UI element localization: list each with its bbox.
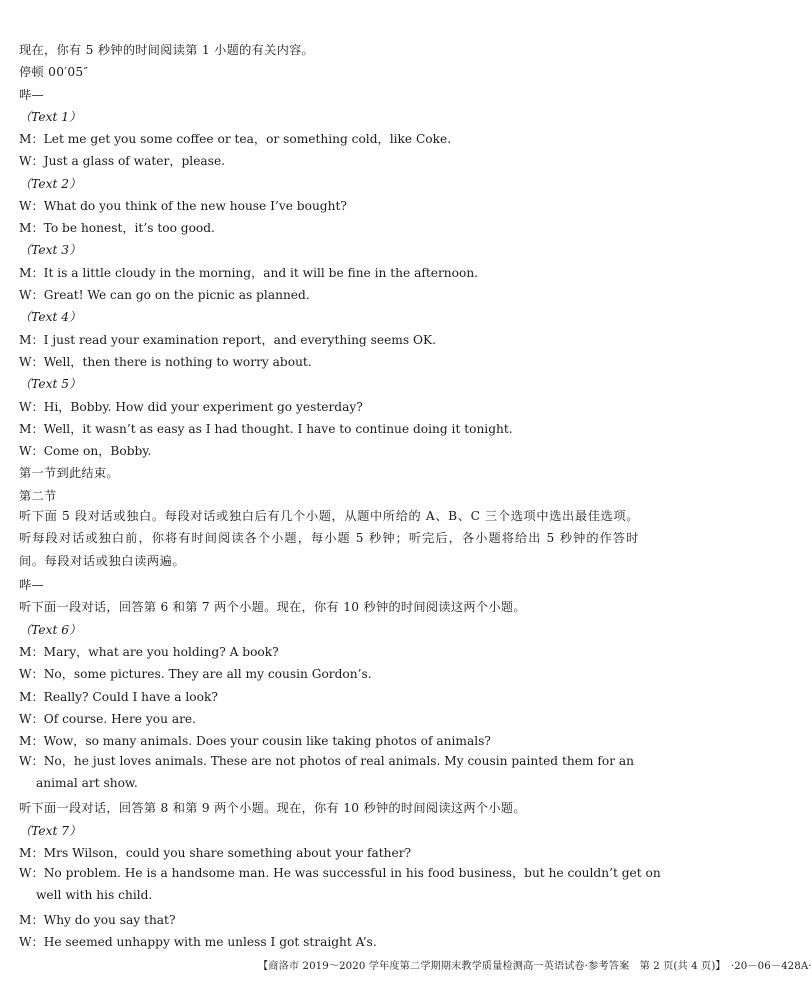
dialogue-line: M：I just read your examination report，and everything seems OK. <box>19 333 436 347</box>
beep-cue: 哔— <box>19 578 44 592</box>
text-heading: （Text 1） <box>19 110 82 124</box>
dialogue-line: M：Mrs Wilson，could you share something about your father? <box>19 846 412 860</box>
pause-note: 停顿 00′05″ <box>19 65 89 79</box>
dialogue-line: W：What do you think of the new house I’ve bought? <box>19 199 347 213</box>
dialogue-line: M：Well，it wasn’t as easy as I had thought. I have to continue doing it tonight. <box>19 422 513 436</box>
dialogue-line: W：Just a glass of water，please. <box>19 154 226 168</box>
dialogue-line: W：Well，then there is nothing to worry about. <box>19 355 312 369</box>
text-heading: （Text 2） <box>19 177 82 191</box>
dialogue-line: W：He seemed unhappy with me unless I got straight A’s. <box>19 935 377 949</box>
dialogue-line: W：Great! We can go on the picnic as planned. <box>19 288 310 302</box>
dialogue-line: W：Come on，Bobby. <box>19 444 152 458</box>
dialogue-line: W：Of course. Here you are. <box>19 712 197 726</box>
text-heading: （Text 3） <box>19 243 82 257</box>
text-heading: （Text 5） <box>19 377 82 391</box>
text-heading: （Text 6） <box>19 623 82 637</box>
dialogue-line: W：No problem. He is a handsome man. He was successful in his food business，but he couldn’t get on well with his child. <box>19 866 661 903</box>
dialogue-line: W：No，some pictures. They are all my cousin Gordon’s. <box>19 667 372 681</box>
page-footer: 【商洛市 2019～2020 学年度第二学期期末教学质量检测高一英语试卷·参考答案 第 2 页(共 4 页)】 ·20－06－428A· <box>258 961 812 972</box>
dialogue-line: M：To be honest，it’s too good. <box>19 221 215 235</box>
dialogue-instruction: 听下面一段对话，回答第 6 和第 7 两个小题。现在，你有 10 秒钟的时间阅读这两个小题。 <box>19 600 526 614</box>
dialogue-line: M：Mary，what are you holding? A book? <box>19 645 279 659</box>
reading-time-note: 现在，你有 5 秒钟的时间阅读第 1 小题的有关内容。 <box>19 43 315 57</box>
dialogue-line: M：Let me get you some coffee or tea，or something cold，like Coke. <box>19 132 452 146</box>
section-heading: 第二节 <box>19 489 57 503</box>
dialogue-line: M：Why do you say that? <box>19 913 176 927</box>
beep-cue: 哔— <box>19 88 44 102</box>
text-heading: （Text 4） <box>19 310 82 324</box>
text-heading: （Text 7） <box>19 824 82 838</box>
dialogue-line: M：It is a little cloudy in the morning，and it will be fine in the afternoon. <box>19 266 479 280</box>
section-instructions: 听下面 5 段对话或独白。每段对话或独白后有几个小题，从题中所给的 A、B、C 三个选项中选出最佳选项。听每段对话或独白前，你将有时间阅读各个小题，每小题 5 秒钟；听完后，各小题将给出 5 秒钟的作答时间。每段对话或独白读两遍。 <box>19 509 639 568</box>
dialogue-line: M：Really? Could I have a look? <box>19 690 218 704</box>
section-end-note: 第一节到此结束。 <box>19 466 119 480</box>
dialogue-line: W：No，he just loves animals. These are not photos of real animals. My cousin painted them for an animal art show. <box>19 754 635 791</box>
dialogue-line: M：Wow，so many animals. Does your cousin like taking photos of animals? <box>19 734 491 748</box>
dialogue-instruction: 听下面一段对话，回答第 8 和第 9 两个小题。现在，你有 10 秒钟的时间阅读这两个小题。 <box>19 801 526 815</box>
dialogue-line: W：Hi，Bobby. How did your experiment go yesterday? <box>19 400 363 414</box>
